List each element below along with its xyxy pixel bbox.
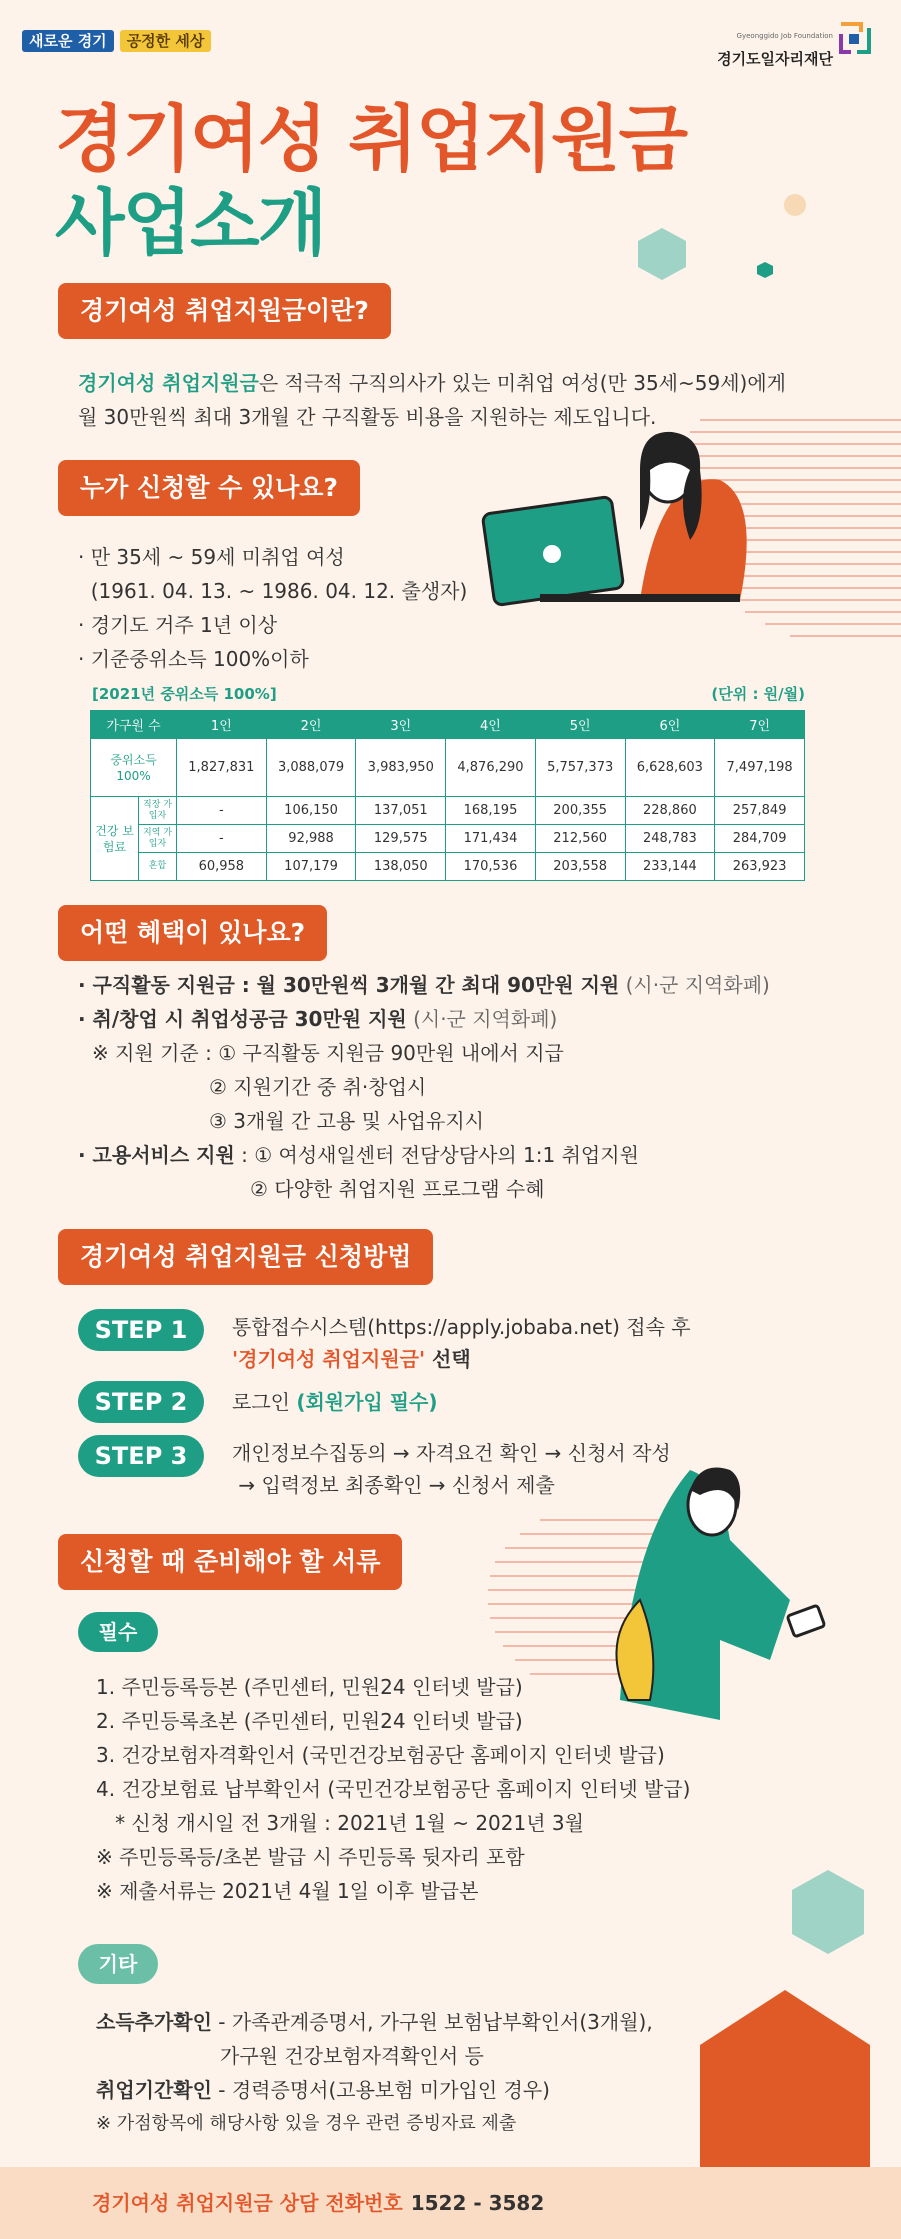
step-1-text xyxy=(232,1311,691,1375)
benefit-criteria: ※ 지원 기준 : ① 구직활동 지원금 90만원 내에서 지급 xyxy=(92,1041,564,1065)
required-badge: 필수 xyxy=(78,1612,158,1652)
table-cell: 212,560 xyxy=(535,825,625,853)
table-header-cell: 4인 xyxy=(446,711,536,739)
table-cell: 137,051 xyxy=(356,797,446,825)
document-item: 4. 건강보험료 납부확인서 (국민건강보험공단 홈페이지 인터넷 발급) xyxy=(96,1777,691,1801)
table-cell: - xyxy=(177,825,267,853)
benefit-criteria: ② 지원기간 중 취·창업시 xyxy=(209,1075,427,1099)
step-text-line: 선택 xyxy=(425,1347,471,1371)
table-cell: 138,050 xyxy=(356,853,446,881)
table-cell: 203,558 xyxy=(535,853,625,881)
decor-hexagon xyxy=(792,1870,864,1954)
document-note: ※ 제출서류는 2021년 4월 1일 이후 발급본 xyxy=(96,1879,479,1903)
table-cell: 233,144 xyxy=(625,853,715,881)
slogan-tag: 새로운 경기 xyxy=(22,30,114,52)
step-text-line: → 입력정보 최종확인 → 신청서 제출 xyxy=(232,1473,555,1497)
table-sub-label: 직장 가입자 xyxy=(139,797,177,825)
step-2-text xyxy=(232,1386,438,1418)
table-row-label: 건강 보험료 xyxy=(91,797,139,881)
step-text-line: 통합접수시스템(https://apply.jobaba.net) 접속 후 xyxy=(232,1315,691,1339)
benefit-item xyxy=(78,968,770,1002)
table-cell: 3,983,950 xyxy=(356,739,446,797)
other-documents-list xyxy=(96,2005,653,2141)
benefit-title: · 구직활동 지원금 : 월 30만원씩 3개월 간 최대 90만원 지원 xyxy=(78,973,620,997)
benefit-criteria: ③ 3개월 간 고용 및 사업유지시 xyxy=(209,1109,484,1133)
benefit-item xyxy=(78,1002,770,1036)
page-title-line1: 경기여성 취업지원금 xyxy=(55,97,687,181)
table-sub-label: 혼합 xyxy=(139,853,177,881)
benefit-note: (시·군 지역화폐) xyxy=(619,973,770,997)
table-header-cell: 2인 xyxy=(266,711,356,739)
document-item: 1. 주민등록등본 (주민센터, 민원24 인터넷 발급) xyxy=(96,1675,523,1699)
contact-footer xyxy=(0,2167,901,2239)
table-cell: 248,783 xyxy=(625,825,715,853)
step-3-text xyxy=(232,1437,671,1501)
benefit-title: · 고용서비스 지원 xyxy=(78,1143,235,1167)
eligibility-item: (1961. 04. 13. ~ 1986. 04. 12. 출생자) xyxy=(78,579,468,603)
table-cell: 168,195 xyxy=(446,797,536,825)
benefits-list xyxy=(78,968,770,1206)
table-header-row xyxy=(91,711,805,739)
table-row xyxy=(91,853,805,881)
logo-korean-text: 경기도일자리재단 xyxy=(717,50,833,68)
table-cell: 92,988 xyxy=(266,825,356,853)
decor-hexagon xyxy=(757,262,773,278)
section-heading-who: 누가 신청할 수 있나요? xyxy=(58,460,360,516)
table-cell: 4,876,290 xyxy=(446,739,536,797)
table-cell: 228,860 xyxy=(625,797,715,825)
table-header-cell: 7인 xyxy=(715,711,805,739)
table-cell: 5,757,373 xyxy=(535,739,625,797)
document-note: ※ 주민등록등/초본 발급 시 주민등록 뒷자리 포함 xyxy=(96,1845,525,1869)
other-badge: 기타 xyxy=(78,1944,158,1984)
table-cell: 263,923 xyxy=(715,853,805,881)
table-cell: - xyxy=(177,797,267,825)
table-cell: 3,088,079 xyxy=(266,739,356,797)
section-heading-how: 경기여성 취업지원금 신청방법 xyxy=(58,1229,433,1285)
table-caption: [2021년 중위소득 100%] xyxy=(92,685,277,703)
table-header-cell: 5인 xyxy=(535,711,625,739)
other-item-text: - 경력증명서(고용보험 미가입인 경우) xyxy=(211,2078,550,2102)
decor-dot xyxy=(784,194,806,216)
table-cell: 107,179 xyxy=(266,853,356,881)
decor-pentagon xyxy=(700,1990,870,2167)
table-cell: 60,958 xyxy=(177,853,267,881)
foundation-logo xyxy=(717,18,883,70)
table-cell: 129,575 xyxy=(356,825,446,853)
section-heading-documents: 신청할 때 준비해야 할 서류 xyxy=(58,1534,402,1590)
section-heading-benefits: 어떤 혜택이 있나요? xyxy=(58,905,327,961)
table-cell: 200,355 xyxy=(535,797,625,825)
median-income-table xyxy=(90,710,805,881)
slogan-tag: 공정한 세상 xyxy=(120,30,212,52)
table-row xyxy=(91,825,805,853)
step-text-line: 로그인 xyxy=(232,1390,297,1414)
step-2-badge: STEP 2 xyxy=(78,1381,204,1423)
table-header-cell: 6인 xyxy=(625,711,715,739)
document-item: 3. 건강보험자격확인서 (국민건강보험공단 홈페이지 인터넷 발급) xyxy=(96,1743,665,1767)
table-cell: 106,150 xyxy=(266,797,356,825)
document-item: 2. 주민등록초본 (주민센터, 민원24 인터넷 발급) xyxy=(96,1709,523,1733)
woman-laptop-illustration xyxy=(482,432,746,606)
benefit-title: · 취/창업 시 취업성공금 30만원 지원 xyxy=(78,1007,407,1031)
table-row-label: 중위소득 100% xyxy=(91,739,177,797)
table-cell: 7,497,198 xyxy=(715,739,805,797)
intro-text-line2: 월 30만원씩 최대 3개월 간 구직활동 비용을 지원하는 제도입니다. xyxy=(78,405,657,429)
table-cell: 6,628,603 xyxy=(625,739,715,797)
benefit-item xyxy=(78,1138,770,1172)
step-3-badge: STEP 3 xyxy=(78,1435,204,1477)
required-documents-list xyxy=(96,1670,690,1908)
step-1-badge: STEP 1 xyxy=(78,1309,204,1351)
table-cell: 284,709 xyxy=(715,825,805,853)
program-name-highlight: '경기여성 취업지원금' xyxy=(232,1347,426,1371)
benefit-text: : ① 여성새일센터 전담상담사의 1:1 취업지원 xyxy=(234,1143,639,1167)
table-cell: 170,536 xyxy=(446,853,536,881)
intro-paragraph xyxy=(78,366,786,434)
table-unit: (단위 : 원/월) xyxy=(711,685,805,703)
other-item-title: 취업기간확인 xyxy=(96,2078,212,2102)
contact-label: 경기여성 취업지원금 상담 전화번호 xyxy=(92,2191,403,2215)
table-header-cell: 1인 xyxy=(177,711,267,739)
other-item xyxy=(96,2005,653,2039)
other-item-text: - 가족관계증명서, 가구원 보험납부확인서(3개월), xyxy=(211,2010,653,2034)
decor-hexagon xyxy=(638,228,686,280)
bonus-note: ※ 가점항목에 해당사항 있을 경우 관련 증빙자료 제출 xyxy=(96,2113,517,2134)
intro-text: 은 적극적 구직의사가 있는 미취업 여성(만 35세~59세)에게 xyxy=(258,371,786,395)
step-text-line: 개인정보수집동의 → 자격요건 확인 → 신청서 작성 xyxy=(232,1441,671,1465)
eligibility-item: · 경기도 거주 1년 이상 xyxy=(78,613,278,637)
table-cell: 1,827,831 xyxy=(177,739,267,797)
eligibility-item: · 기준중위소득 100%이하 xyxy=(78,647,309,671)
logo-mark-icon xyxy=(837,20,873,56)
signup-required-highlight: (회원가입 필수) xyxy=(296,1390,438,1414)
other-item xyxy=(96,2073,653,2107)
other-item-text: 가구원 건강보험자격확인서 등 xyxy=(220,2044,484,2068)
eligibility-item: · 만 35세 ~ 59세 미취업 여성 xyxy=(78,545,345,569)
logo-english-text: Gyeonggido Job Foundation xyxy=(736,32,833,40)
table-header-cell: 가구원 수 xyxy=(91,711,177,739)
slogan-tags xyxy=(22,30,211,52)
table-cell: 171,434 xyxy=(446,825,536,853)
table-row xyxy=(91,739,805,797)
contact-phone: 1522 - 3582 xyxy=(410,2191,545,2215)
program-name-highlight: 경기여성 취업지원금 xyxy=(78,371,259,395)
document-note: * 신청 개시일 전 3개월 : 2021년 1월 ~ 2021년 3월 xyxy=(96,1811,584,1835)
page-title-line2: 사업소개 xyxy=(55,181,326,265)
eligibility-list xyxy=(78,540,467,676)
table-cell: 257,849 xyxy=(715,797,805,825)
benefit-note: (시·군 지역화폐) xyxy=(406,1007,558,1031)
section-heading-what: 경기여성 취업지원금이란? xyxy=(58,283,391,339)
table-row xyxy=(91,797,805,825)
table-sub-label: 지역 가입자 xyxy=(139,825,177,853)
benefit-criteria: ② 다양한 취업지원 프로그램 수혜 xyxy=(250,1177,545,1201)
table-header-cell: 3인 xyxy=(356,711,446,739)
other-item-title: 소득추가확인 xyxy=(96,2010,212,2034)
